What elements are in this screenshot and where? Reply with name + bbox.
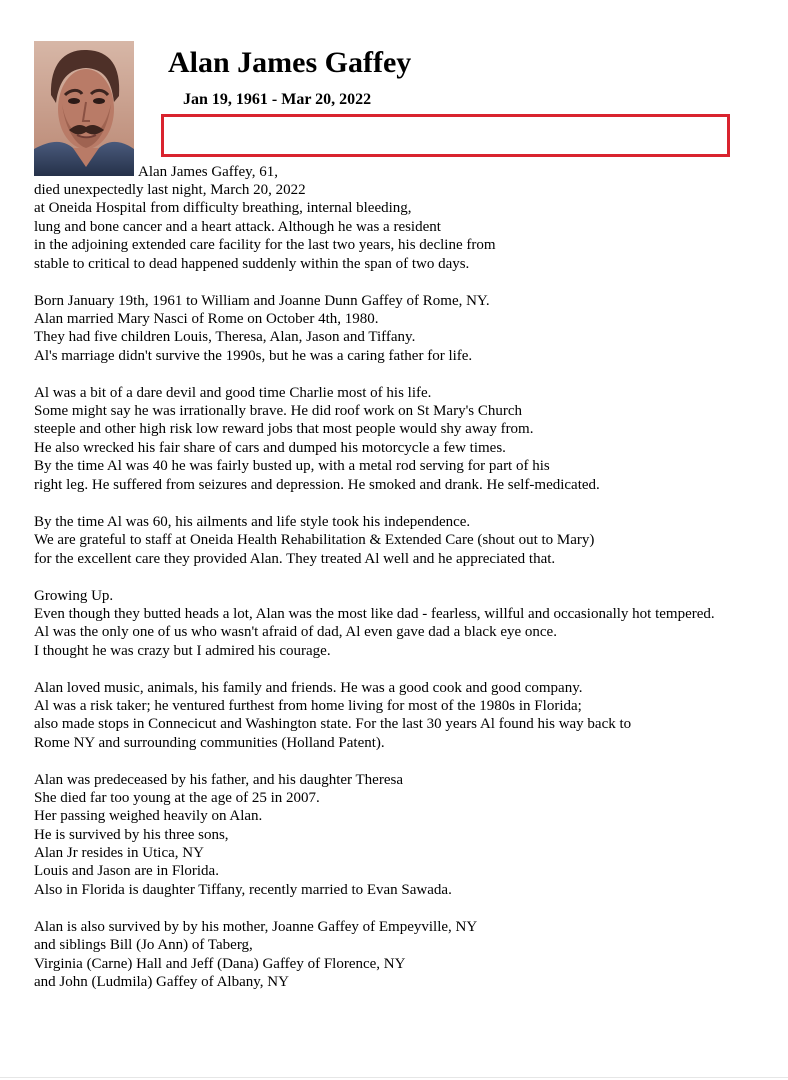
- highlight-box: [161, 114, 730, 157]
- obituary-line: She died far too young at the age of 25 in 2007.: [34, 790, 320, 806]
- obituary-line: also made stops in Connecicut and Washington state. For the last 30 years Al found his way back to: [34, 716, 632, 732]
- obituary-line: Alan loved music, animals, his family and friends. He was a good cook and good company.: [34, 680, 583, 696]
- obituary-line: By the time Al was 60, his ailments and life style took his independence.: [34, 514, 471, 530]
- obituary-line: Alan married Mary Nasci of Rome on October 4th, 1980.: [34, 311, 379, 327]
- obituary-line: Alan is also survived by by his mother, Joanne Gaffey of Empeyville, NY: [34, 919, 478, 935]
- obituary-line: Born January 19th, 1961 to William and Joanne Dunn Gaffey of Rome, NY.: [34, 293, 490, 309]
- life-dates: Jan 19, 1961 - Mar 20, 2022: [183, 91, 372, 108]
- obituary-line: Alan Jr resides in Utica, NY: [34, 845, 204, 861]
- obituary-line: Her passing weighed heavily on Alan.: [34, 808, 263, 824]
- obituary-line: at Oneida Hospital from difficulty breathing, internal bleeding,: [34, 200, 412, 216]
- obituary-line: They had five children Louis, Theresa, Alan, Jason and Tiffany.: [34, 329, 416, 345]
- obituary-line: Louis and Jason are in Florida.: [34, 863, 219, 879]
- obituary-line: Al's marriage didn't survive the 1990s, but he was a caring father for life.: [34, 348, 473, 364]
- obituary-line: I thought he was crazy but I admired his courage.: [34, 643, 331, 659]
- obituary-line: Some might say he was irrationally brave. He did roof work on St Mary's Church: [34, 403, 523, 419]
- obituary-line: died unexpectedly last night, March 20, 2022: [34, 182, 306, 198]
- obituary-line: Also in Florida is daughter Tiffany, recently married to Evan Sawada.: [34, 882, 452, 898]
- obituary-line: lung and bone cancer and a heart attack. Although he was a resident: [34, 219, 441, 235]
- obituary-line: stable to critical to dead happened suddenly within the span of two days.: [34, 256, 470, 272]
- obituary-line: He also wrecked his fair share of cars and dumped his motorcycle a few times.: [34, 440, 506, 456]
- obituary-line: for the excellent care they provided Alan. They treated Al well and he appreciated that.: [34, 551, 556, 567]
- obituary-line: and John (Ludmila) Gaffey of Albany, NY: [34, 974, 289, 990]
- obituary-line: and siblings Bill (Jo Ann) of Taberg,: [34, 937, 253, 953]
- obituary-line: Al was the only one of us who wasn't afraid of dad, Al even gave dad a black eye once.: [34, 624, 557, 640]
- portrait-illustration: [34, 41, 134, 176]
- page-title: Alan James Gaffey: [168, 46, 412, 79]
- obituary-line: Growing Up.: [34, 588, 114, 604]
- obituary-line: Al was a bit of a dare devil and good time Charlie most of his life.: [34, 385, 432, 401]
- obituary-line: steeple and other high risk low reward jobs that most people would shy away from.: [34, 421, 534, 437]
- obituary-line: Al was a risk taker; he ventured furthest from home living for most of the 1980s in Florida;: [34, 698, 582, 714]
- portrait-photo: [34, 41, 134, 176]
- obituary-line: He is survived by his three sons,: [34, 827, 229, 843]
- bottom-divider: [0, 1077, 788, 1078]
- obituary-line: Virginia (Carne) Hall and Jeff (Dana) Gaffey of Florence, NY: [34, 956, 406, 972]
- obituary-line: right leg. He suffered from seizures and depression. He smoked and drank. He self-medicated.: [34, 477, 600, 493]
- obituary-line: Alan was predeceased by his father, and his daughter Theresa: [34, 772, 403, 788]
- obituary-line: in the adjoining extended care facility for the last two years, his decline from: [34, 237, 496, 253]
- obituary-line: Alan James Gaffey, 61,: [138, 164, 278, 180]
- obituary-line: Rome NY and surrounding communities (Holland Patent).: [34, 735, 385, 751]
- obituary-line: Even though they butted heads a lot, Alan was the most like dad - fearless, willful and occasionally hot tempered.: [34, 606, 715, 622]
- obituary-line: By the time Al was 40 he was fairly busted up, with a metal rod serving for part of his: [34, 458, 550, 474]
- obituary-line: We are grateful to staff at Oneida Health Rehabilitation & Extended Care (shout out to Mary): [34, 532, 595, 548]
